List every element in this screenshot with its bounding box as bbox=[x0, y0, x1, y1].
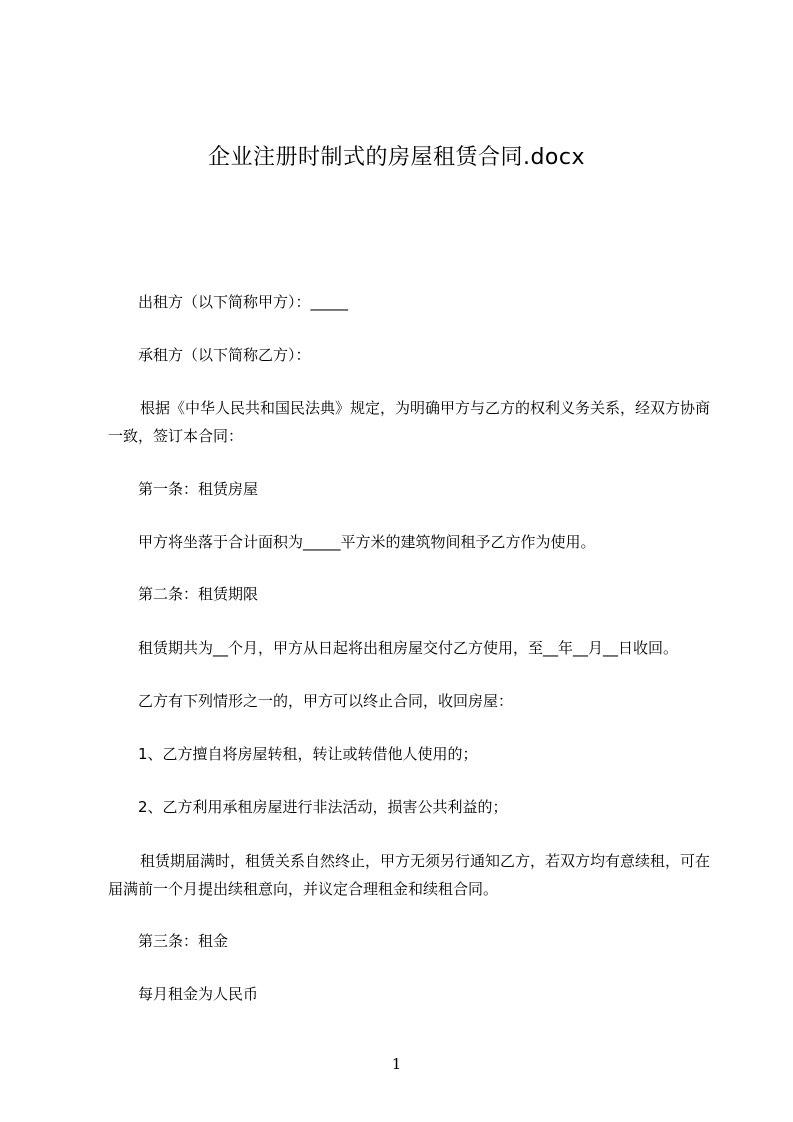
renewal-paragraph: 租赁期届满时，租赁关系自然终止，甲方无须另行通知乙方，若双方均有意续租，可在届满前一个月提出续租意向，并议定合理租金和续租合同。 bbox=[108, 852, 711, 898]
document-title: 企业注册时制式的房屋租赁合同.docx bbox=[207, 145, 586, 170]
termination-intro-paragraph: 乙方有下列情形之一的，甲方可以终止合同，收回房屋： bbox=[138, 692, 514, 710]
article-2-heading: 第二条：租赁期限 bbox=[138, 585, 259, 603]
article-1-paragraph: 甲方将坐落于合计面积为_____平方米的建筑物间租予乙方作为使用。 bbox=[138, 533, 596, 551]
article-1-heading: 第一条：租赁房屋 bbox=[138, 480, 259, 498]
lease-term-paragraph: 租赁期共为__个月，甲方从日起将出租房屋交付乙方使用，至__年__月__日收回。 bbox=[138, 639, 679, 657]
page-number: 1 bbox=[391, 1055, 402, 1073]
lessee-line: 承租方（以下简称乙方）： bbox=[138, 346, 311, 364]
lessor-line: 出租方（以下简称甲方）：_____ bbox=[138, 293, 349, 311]
rent-paragraph: 每月租金为人民币 bbox=[138, 985, 259, 1003]
termination-item-2: 2、乙方利用承租房屋进行非法活动，损害公共利益的； bbox=[138, 798, 508, 816]
termination-item-1: 1、乙方擅自将房屋转租，转让或转借他人使用的； bbox=[138, 745, 478, 763]
article-3-heading: 第三条：租金 bbox=[138, 932, 229, 950]
preamble-paragraph: 根据《中华人民共和国民法典》规定，为明确甲方与乙方的权利义务关系，经双方协商一致，签订本合同： bbox=[108, 399, 711, 445]
